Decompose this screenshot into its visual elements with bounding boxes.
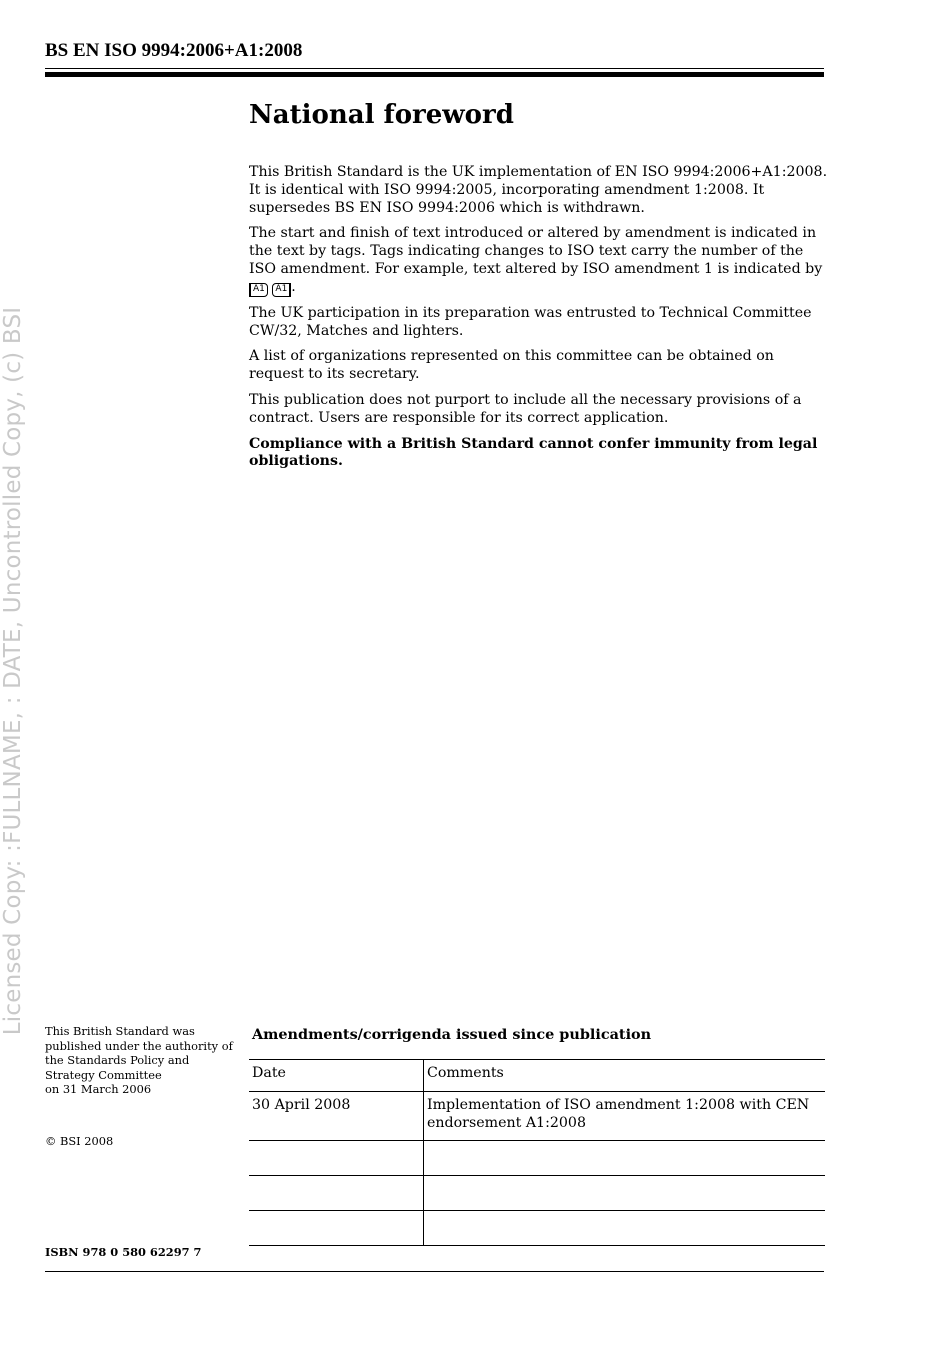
empty-cell xyxy=(249,1141,424,1176)
amendments-title: Amendments/corrigenda issued since publication xyxy=(252,1026,652,1043)
table-row-empty xyxy=(249,1176,825,1211)
footer-rule xyxy=(45,1271,824,1272)
publication-authority-note xyxy=(45,1024,235,1097)
amendment-open-tag-icon: A1 xyxy=(249,283,268,297)
amendment-date: 30 April 2008 xyxy=(249,1091,424,1141)
foreword-body xyxy=(249,164,829,479)
table-row-empty xyxy=(249,1141,825,1176)
table-header-row xyxy=(249,1060,825,1092)
header-rule-thick xyxy=(45,72,824,77)
column-header-date: Date xyxy=(249,1060,424,1092)
header-rule-thin xyxy=(45,68,824,69)
paragraph-amendment-tags xyxy=(249,225,829,296)
authority-text: This British Standard was published under the authority of the Standards Policy and Strategy Committee xyxy=(45,1024,233,1082)
empty-cell xyxy=(424,1141,826,1176)
paragraph-implementation: This British Standard is the UK implementation of EN ISO 9994:2006+A1:2008. It is identical with ISO 9994:2005, incorporating amendment 1:2008. It supersedes BS EN ISO 9994:2006 which is withdrawn. xyxy=(249,164,828,216)
document-id: BS EN ISO 9994:2006+A1:2008 xyxy=(45,40,303,61)
table-row-empty xyxy=(249,1211,825,1246)
page-title: National foreword xyxy=(249,100,514,130)
amendments-table xyxy=(249,1059,825,1246)
copyright: © BSI 2008 xyxy=(45,1134,114,1148)
isbn: ISBN 978 0 580 62297 7 xyxy=(45,1245,202,1259)
amendment-close-tag-icon: A1 xyxy=(272,283,291,297)
empty-cell xyxy=(249,1176,424,1211)
authority-date: on 31 March 2006 xyxy=(45,1082,152,1096)
paragraph-amendment-tags-end: . xyxy=(291,278,296,295)
paragraph-organizations: A list of organizations represented on this committee can be obtained on request to its secretary. xyxy=(249,348,774,383)
paragraph-amendment-tags-text: The start and finish of text introduced or altered by amendment is indicated in the text by tags. Tags indicating changes to ISO text carry the number of the ISO amendment. For example, text altered by ISO amendment 1 is indicated by xyxy=(249,225,823,277)
empty-cell xyxy=(424,1176,826,1211)
watermark xyxy=(0,0,30,1345)
paragraph-provisions: This publication does not purport to include all the necessary provisions of a contract. Users are responsible for its correct application. xyxy=(249,391,802,426)
amendment-comments: Implementation of ISO amendment 1:2008 with CEN endorsement A1:2008 xyxy=(424,1091,826,1141)
column-header-comments: Comments xyxy=(424,1060,826,1092)
watermark-text: Licensed Copy: :FULLNAME, : DATE, Uncontrolled Copy, (c) BSI xyxy=(0,306,26,1036)
paragraph-compliance: Compliance with a British Standard cannot confer immunity from legal obligations. xyxy=(249,435,818,470)
paragraph-committee: The UK participation in its preparation was entrusted to Technical Committee CW/32, Matches and lighters. xyxy=(249,304,812,339)
empty-cell xyxy=(424,1211,826,1246)
empty-cell xyxy=(249,1211,424,1246)
table-row xyxy=(249,1091,825,1141)
